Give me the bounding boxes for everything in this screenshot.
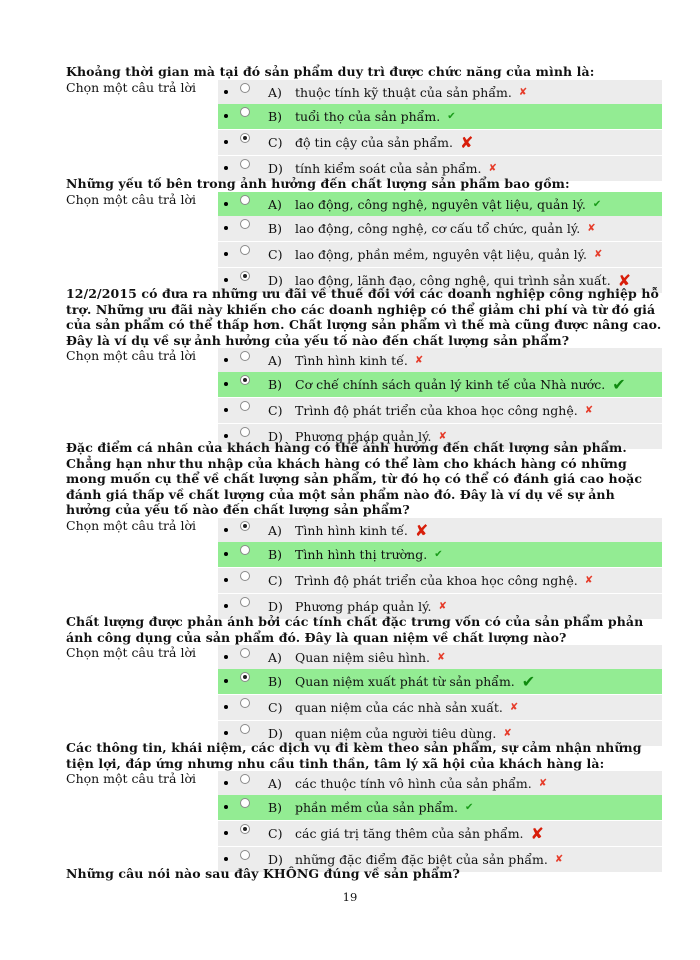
radio-unchecked-icon[interactable] [240,597,250,607]
bullet-dot-icon [224,278,228,282]
option-letter: A) [268,522,282,538]
answer-option[interactable] [218,695,662,720]
option-text-wrap [295,547,443,562]
radio-unchecked-icon[interactable] [240,107,250,117]
cross-mark-icon: ✘ [518,86,528,98]
option-text-wrap [295,700,518,715]
option-text: lao động, phần mềm, nguyên vật liệu, quản lý. [295,246,587,262]
option-text: những đặc điểm đặc biệt của sản phẩm. [295,852,548,867]
answer-option[interactable] [218,669,662,694]
radio-unchecked-icon[interactable] [240,545,250,555]
radio-unchecked-icon[interactable] [240,245,250,255]
option-text-wrap [295,726,512,741]
option-text-wrap [295,403,593,418]
answer-area [66,518,662,624]
option-letter: D) [268,272,283,288]
page-number: 19 [342,890,358,904]
option-text-wrap [295,247,602,262]
option-text: Tình hình kinh tế. [295,522,408,538]
option-text-wrap [295,573,593,588]
cross-mark-icon: ✘ [554,854,564,865]
answer-option[interactable] [218,398,662,423]
bullet-dot-icon [224,252,228,256]
option-text: các giá trị tăng thêm của sản phẩm. [295,826,524,841]
checkmark-icon: ✔ [447,110,456,122]
cross-mark-icon: ✘ [503,728,512,739]
option-letter: D) [268,598,283,614]
question-block [66,64,662,186]
radio-unchecked-icon[interactable] [240,850,250,860]
option-text-wrap [295,826,544,841]
option-text: tính kiểm soát của sản phẩm. [295,160,482,176]
option-text: quan niệm của các nhà sản xuất. [295,700,503,715]
radio-unchecked-icon[interactable] [240,798,250,808]
option-letter: D) [268,160,283,176]
cross-mark-icon: ✘ [459,132,474,152]
cross-mark-icon: ✘ [587,222,596,234]
bullet-dot-icon [224,857,228,861]
radio-unchecked-icon[interactable] [240,351,250,361]
question-block [66,740,662,877]
answer-prompt: Chọn một câu trả lời [66,79,196,95]
option-text: độ tin cậy của sản phẩm. [295,134,453,150]
bullet-dot-icon [224,358,228,362]
answer-option[interactable] [218,771,662,796]
option-letter: C) [268,826,283,841]
answer-option[interactable] [218,372,662,397]
option-text: lao động, công nghệ, nguyên vật liệu, quản lý. [295,196,586,212]
bullet-dot-icon [224,226,228,230]
bullet-dot-icon [224,408,228,412]
question-block [66,176,662,298]
radio-checked-icon[interactable] [240,672,250,682]
answer-area [66,645,662,751]
answer-prompt: Chọn một câu trả lời [66,645,196,660]
bullet-dot-icon [224,90,228,94]
bullet-dot-icon [224,705,228,709]
cross-mark-icon: ✘ [538,778,548,789]
cross-mark-icon: ✘ [530,824,544,843]
question-text: Đặc điểm cá nhân của khách hàng có thể ảnh hưởng đến chất lượng sản phẩm. Chẳng hạn như thu nhập của khách hàng có thể làm cho khách hàng có những mong muốn cụ thể về chất lượng sản phẩm, từ đó họ có thể có đánh giá cao hoặc đánh giá thấp về chất lượng của một sản phẩm nào đó. Đây là ví dụ về sự ảnh hưởng của yếu tố nào đến chất lượng sản phẩm? [66,440,643,517]
question-text: 12/2/2015 có đưa ra những ưu đãi về thuế đối với các doanh nghiệp công nghiệp hỗ trợ. Những ưu đãi này khiến cho các doanh nghiệp có thể giảm chi phí và từ đó giá của sản phẩm có thể thấp hơn. Chất lượng sản phẩm vì thế mà cũng được nâng cao. Đây là ví dụ về sự ảnh hưởng của yếu tố nào đến chất lượng sản phẩm? [66,286,662,348]
radio-unchecked-icon[interactable] [240,698,250,708]
option-letter: A) [268,776,282,791]
option-text: Tình hình kinh tế. [295,353,408,368]
option-letter: B) [268,108,283,124]
answer-area [66,771,662,877]
bullet-dot-icon [224,781,228,785]
option-text-wrap [295,800,473,815]
bullet-dot-icon [224,114,228,118]
cross-mark-icon: ✘ [593,248,603,260]
option-text-wrap [295,776,547,791]
option-letter: C) [268,700,283,715]
cross-mark-icon: ✘ [584,574,594,586]
question-block [66,440,662,624]
option-text-wrap [295,109,456,124]
radio-unchecked-icon[interactable] [240,724,250,734]
answer-prompt: Chọn một câu trả lời [66,517,196,533]
answer-prompt: Chọn một câu trả lời [66,771,196,786]
bullet-dot-icon [224,805,228,809]
bullet-dot-icon [224,140,228,144]
checkmark-icon: ✔ [521,672,536,691]
radio-checked-icon[interactable] [240,824,250,834]
radio-unchecked-icon[interactable] [240,195,250,205]
option-text-wrap [295,132,474,152]
answer-prompt: Chọn một câu trả lời [66,191,196,207]
cross-mark-icon: ✘ [617,270,632,290]
option-text: thuộc tính kỹ thuật của sản phẩm. [295,84,512,100]
radio-unchecked-icon[interactable] [240,648,250,658]
question-text: Chất lượng được phản ánh bởi các tính chất đặc trưng vốn có của sản phẩm phản ánh công dụng của sản phẩm đó. Đây là quan niệm về chất lượng nào? [66,614,644,645]
option-text: phần mềm của sản phẩm. [295,800,459,815]
bullet-dot-icon [224,382,228,386]
answer-area [66,80,662,186]
question-block [66,286,662,454]
bullet-dot-icon [224,679,228,683]
bullet-dot-icon [224,552,228,556]
bullet-dot-icon [224,166,228,170]
answer-option[interactable] [218,192,662,217]
option-letter: C) [268,134,283,150]
answer-option[interactable] [218,795,662,820]
option-letter: C) [268,246,283,262]
option-letter: C) [268,572,283,588]
bullet-dot-icon [224,528,228,532]
answer-area [66,348,662,454]
radio-checked-icon[interactable] [240,271,250,281]
option-letter: D) [268,726,283,741]
option-text: Phương pháp quản lý. [295,598,432,614]
answer-option[interactable] [218,216,662,241]
cross-mark-icon: ✘ [438,431,447,442]
bullet-dot-icon [224,578,228,582]
radio-unchecked-icon[interactable] [240,774,250,784]
option-letter: D) [268,429,283,444]
bullet-dot-icon [224,434,228,438]
answer-prompt: Chọn một câu trả lời [66,348,196,363]
option-letter: A) [268,353,282,368]
option-letter: D) [268,852,283,867]
option-text: Trình độ phát triển của khoa học công nghệ. [295,572,578,588]
option-text-wrap [295,674,535,689]
option-text-wrap [295,221,596,236]
radio-unchecked-icon[interactable] [240,571,250,581]
option-text: Cơ chế chính sách quản lý kinh tế của Nhà nước. [295,377,606,392]
answer-area [66,192,662,298]
cross-mark-icon: ✘ [437,652,446,663]
option-text-wrap [295,599,447,614]
bullet-dot-icon [224,831,228,835]
bullet-dot-icon [224,202,228,206]
answer-option[interactable] [218,542,662,567]
answer-option[interactable] [218,80,662,105]
answer-option[interactable] [218,518,662,543]
answer-option[interactable] [218,821,662,846]
option-text-wrap [295,197,601,212]
option-letter: B) [268,546,283,562]
question-text: Các thông tin, khái niệm, các dịch vụ đi kèm theo sản phẩm, sự cảm nhận những tiện lợi, đáp ứng nhưng nhu cầu tinh thần, tâm lý xã hội của khách hàng là: [66,740,642,771]
question-text: Khoảng thời gian mà tại đó sản phẩm duy trì được chức năng của mình là: [66,64,595,79]
option-text-wrap [295,520,429,540]
radio-unchecked-icon[interactable] [240,159,250,169]
option-text-wrap [295,852,563,867]
option-text-wrap [295,650,445,665]
option-text: Quan niệm xuất phát từ sản phẩm. [295,674,515,689]
option-text: tuổi thọ của sản phẩm. [295,108,441,124]
answer-option[interactable] [218,242,662,267]
option-text: Phương pháp quản lý. [295,429,432,444]
cross-mark-icon: ✘ [488,162,497,174]
trailing-question-text: Những câu nói nào sau đây KHÔNG đúng về sản phẩm? [66,866,460,881]
option-text-wrap [295,353,423,368]
bullet-dot-icon [224,731,228,735]
radio-checked-icon[interactable] [240,375,250,385]
radio-unchecked-icon[interactable] [240,219,250,229]
option-text: các thuộc tính vô hình của sản phẩm. [295,776,532,791]
option-text-wrap [295,85,527,100]
cross-mark-icon: ✘ [509,702,519,713]
checkmark-icon: ✔ [465,802,474,813]
option-text: quan niệm của người tiêu dùng. [295,726,497,741]
question-block [66,614,662,751]
question-text: Những yếu tố bên trong ảnh hưởng đến chất lượng sản phẩm bao gồm: [66,176,570,191]
answer-option[interactable] [218,104,662,129]
radio-unchecked-icon[interactable] [240,427,250,437]
option-text-wrap [295,161,497,176]
answer-option[interactable] [218,568,662,593]
cross-mark-icon: ✘ [414,355,424,366]
option-letter: B) [268,220,283,236]
answer-option[interactable] [218,348,662,373]
option-text: lao động, công nghệ, cơ cấu tổ chức, quản lý. [295,220,581,236]
option-letter: A) [268,650,282,665]
option-text-wrap [295,377,626,392]
answer-option[interactable] [218,645,662,670]
checkmark-icon: ✔ [612,375,626,394]
radio-checked-icon[interactable] [240,133,250,143]
option-letter: C) [268,403,283,418]
bullet-dot-icon [224,604,228,608]
radio-unchecked-icon[interactable] [240,401,250,411]
option-text: Tình hình thị trường. [295,546,428,562]
option-text: Trình độ phát triển của khoa học công nghệ. [295,403,578,418]
cross-mark-icon: ✘ [584,405,594,416]
option-letter: A) [268,84,282,100]
radio-checked-icon[interactable] [240,521,250,531]
radio-unchecked-icon[interactable] [240,83,250,93]
option-letter: A) [268,196,282,212]
cross-mark-icon: ✘ [414,520,429,540]
bullet-dot-icon [224,655,228,659]
option-letter: B) [268,800,283,815]
option-letter: B) [268,674,283,689]
checkmark-icon: ✔ [434,548,443,560]
cross-mark-icon: ✘ [438,600,447,612]
option-letter: B) [268,377,283,392]
option-text: lao động, lãnh đạo, công nghệ, qui trình sản xuất. [295,272,611,288]
option-text: Quan niệm siêu hình. [295,650,431,665]
answer-option[interactable] [218,130,662,155]
checkmark-icon: ✔ [592,198,602,210]
